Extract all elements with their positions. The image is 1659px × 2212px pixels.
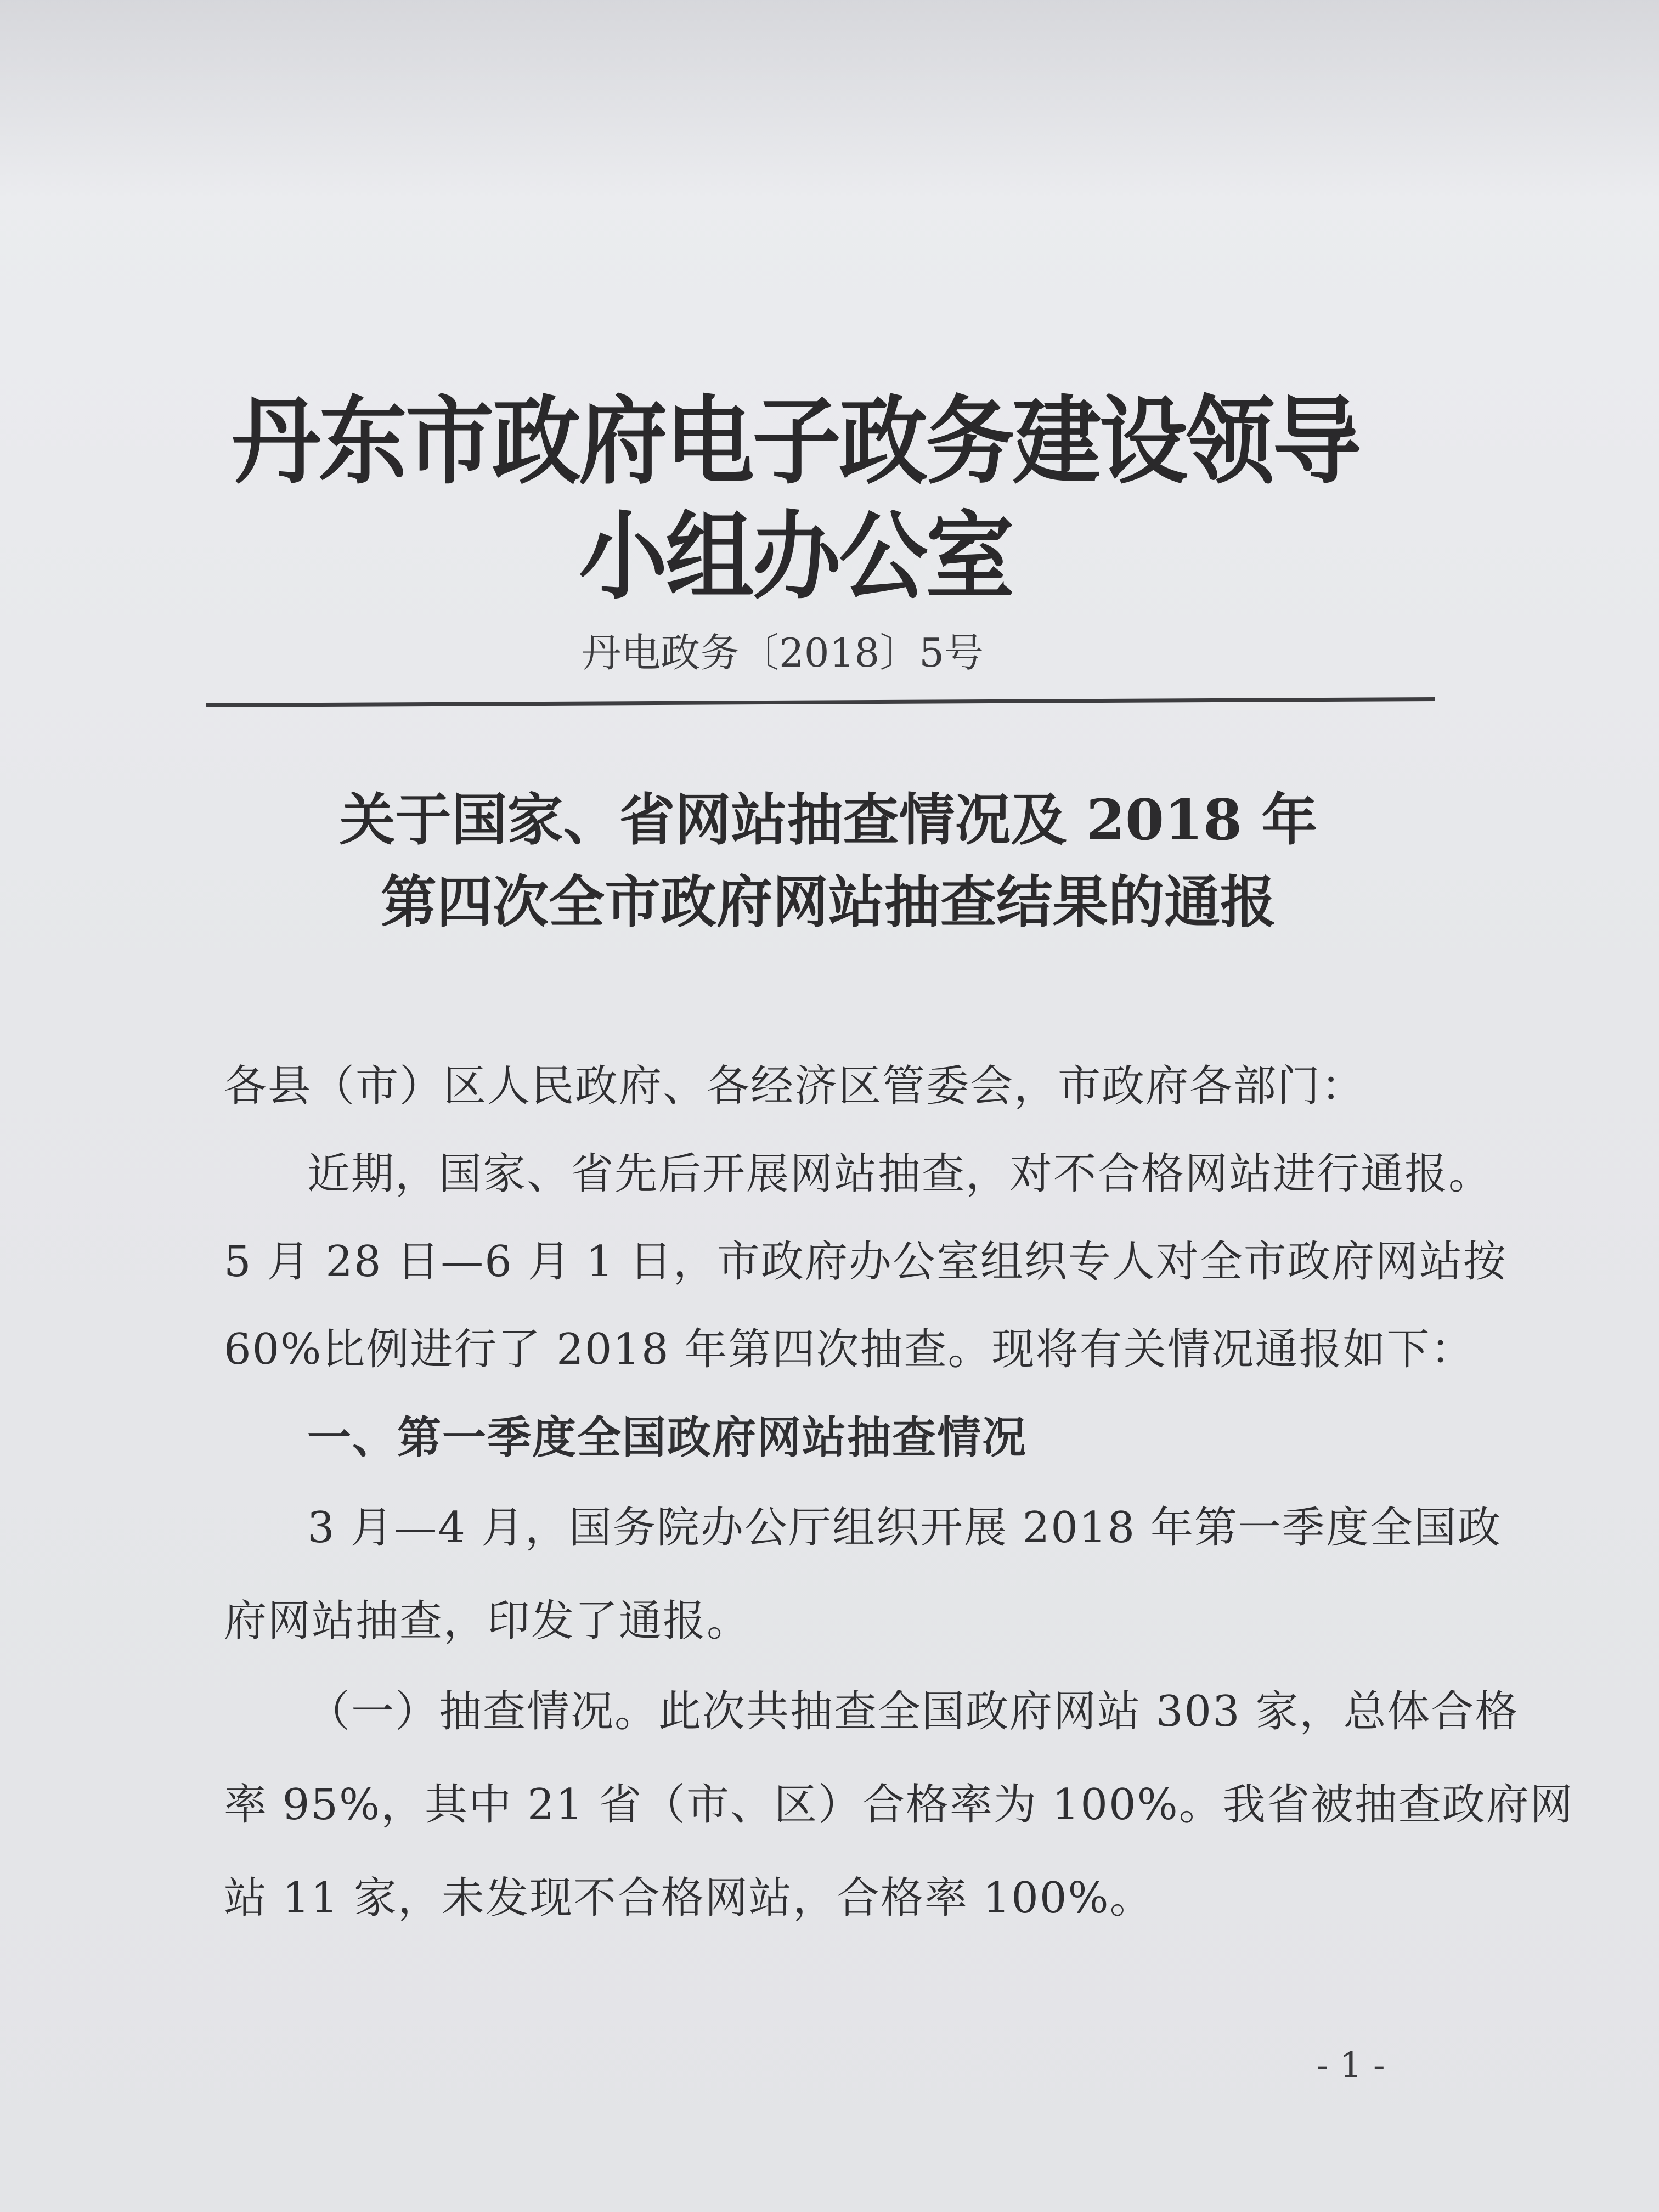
body-line: （一）抽查情况。此次共抽查全国政府网站 303 家，总体合格	[307, 1687, 1519, 1736]
page-number: - 1 -	[1317, 2045, 1385, 2086]
body-line: 率 95%，其中 21 省（市、区）合格率为 100%。我省被抽查政府网	[224, 1780, 1574, 1830]
page-shading	[0, 0, 1659, 198]
body-line: 5 月 28 日—6 月 1 日，市政府办公室组织专人对全市政府网站按	[224, 1237, 1507, 1286]
body-line: 3 月—4 月，国务院办公厅组织开展 2018 年第一季度全国政	[307, 1503, 1502, 1553]
body-line: 站 11 家，未发现不合格网站，合格率 100%。	[224, 1874, 1154, 1923]
body-line: 近期，国家、省先后开展网站抽查，对不合格网站进行通报。	[307, 1149, 1493, 1199]
body-line: 60%比例进行了 2018 年第四次抽查。现将有关情况通报如下：	[224, 1325, 1475, 1374]
header-divider	[206, 697, 1435, 707]
body-line: 府网站抽查，印发了通报。	[224, 1596, 751, 1646]
document-number: 丹电政务〔2018〕5号	[582, 630, 984, 676]
organization-header: 丹东市政府电子政务建设领导小组办公室	[232, 386, 1359, 613]
notice-title-line-1: 关于国家、省网站抽查情况及 2018 年	[339, 787, 1318, 853]
section-heading: 一、第一季度全国政府网站抽查情况	[307, 1412, 1027, 1463]
notice-title-line-2: 第四次全市政府网站抽查结果的通报	[381, 870, 1276, 935]
addressee-line: 各县（市）区人民政府、各经济区管委会，市政府各部门：	[224, 1062, 1365, 1111]
